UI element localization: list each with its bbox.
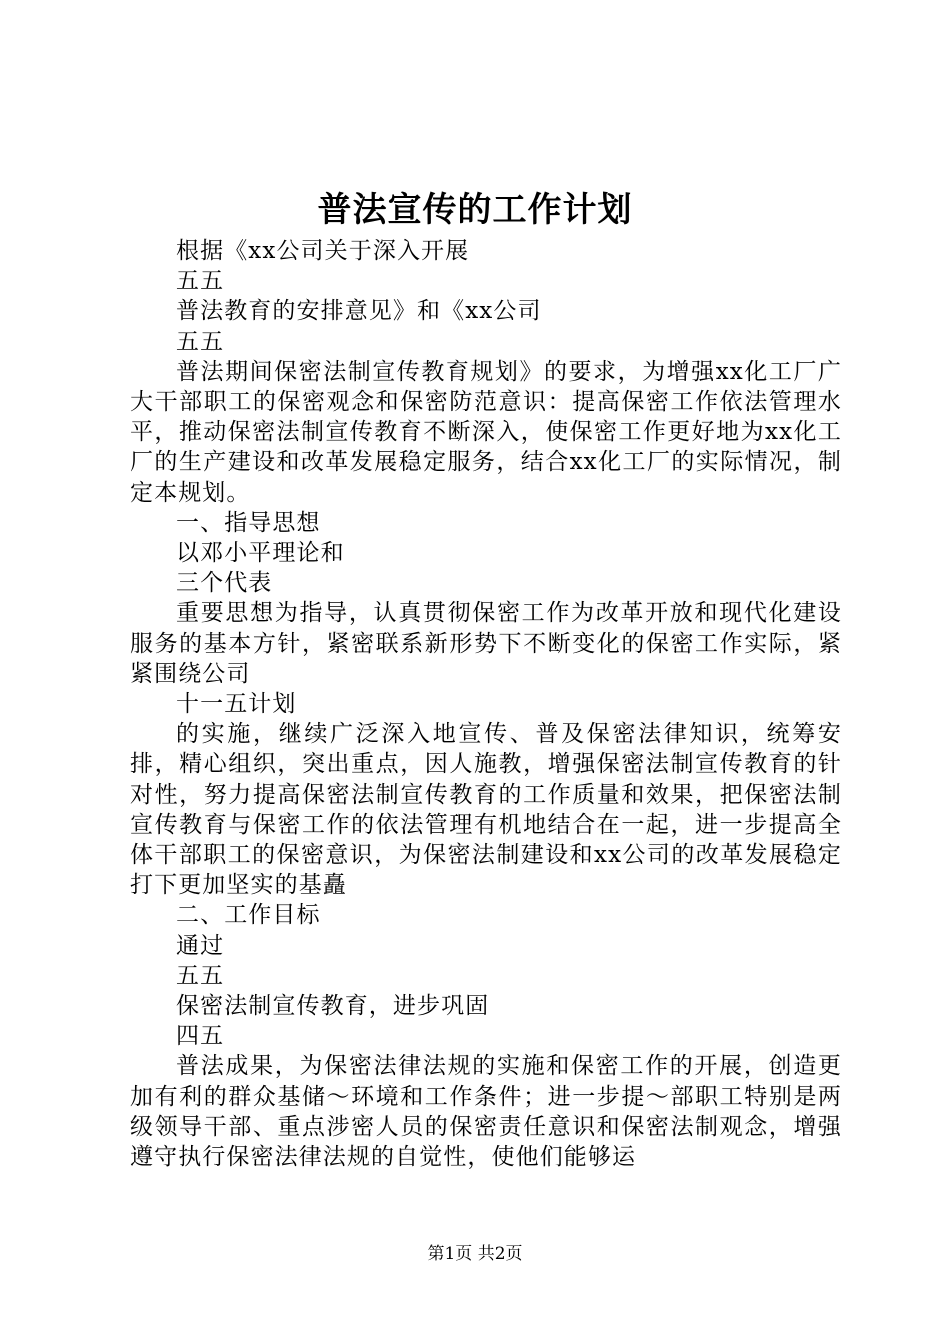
paragraph-10: 十一五计划 xyxy=(176,691,297,718)
paragraph-16: 四五 xyxy=(176,1023,225,1050)
paragraph-11: 的实施，继续广泛深入地宣传、普及保密法律知识，统筹安排，精心组织，突出重点，因人施教，增强保密法制宣传教育的针对性，努力提高保密法制宣传教育的工作质量和效果，把保密法制宣传教育与保密工作的依法管理有机地结合在一起，进一步提高全体干部职工的保密意识，为保密法制建设和xx公司的改革发展稳定打下更加坚实的基矗 xyxy=(130,721,842,899)
paragraph-15: 保密法制宣传教育，进步巩固 xyxy=(176,993,490,1020)
paragraph-9: 重要思想为指导，认真贯彻保密工作为改革开放和现代化建设服务的基本方针，紧密联系新形势下不断变化的保密工作实际，紧紧围绕公司 xyxy=(130,600,842,687)
section-heading-guiding-ideology: 一、指导思想 xyxy=(176,509,321,536)
page-footer: 第1页 共2页 xyxy=(427,1244,523,1264)
paragraph-17: 普法成果，为保密法律法规的实施和保密工作的开展，创造更加有利的群众基储～环境和工作条件；进一步提～部职工特别是两级领导干部、重点涉密人员的保密责任意识和保密法制观念，增强遵守执行保密法律法规的自觉性，使他们能够运 xyxy=(130,1053,842,1171)
paragraph-3: 普法教育的安排意见》和《xx公司 xyxy=(176,298,542,325)
paragraph-8: 三个代表 xyxy=(176,570,273,597)
document-title: 普法宣传的工作计划 xyxy=(317,190,633,230)
document-body xyxy=(130,236,842,1172)
paragraph-13: 通过 xyxy=(176,932,225,959)
paragraph-14: 五五 xyxy=(176,962,225,989)
paragraph-5: 普法期间保密法制宣传教育规划》的要求，为增强xx化工厂广大干部职工的保密观念和保密防范意识：提高保密工作依法管理水平，推动保密法制宣传教育不断深入，使保密工作更好地为xx化工厂的生产建设和改革发展稳定服务，结合xx化工厂的实际情况，制定本规划。 xyxy=(130,358,842,506)
paragraph-2: 五五 xyxy=(176,268,225,295)
section-heading-work-goals: 二、工作目标 xyxy=(176,902,321,929)
paragraph-1: 根据《xx公司关于深入开展 xyxy=(176,238,470,264)
paragraph-7: 以邓小平理论和 xyxy=(176,540,345,567)
paragraph-4: 五五 xyxy=(176,328,225,355)
